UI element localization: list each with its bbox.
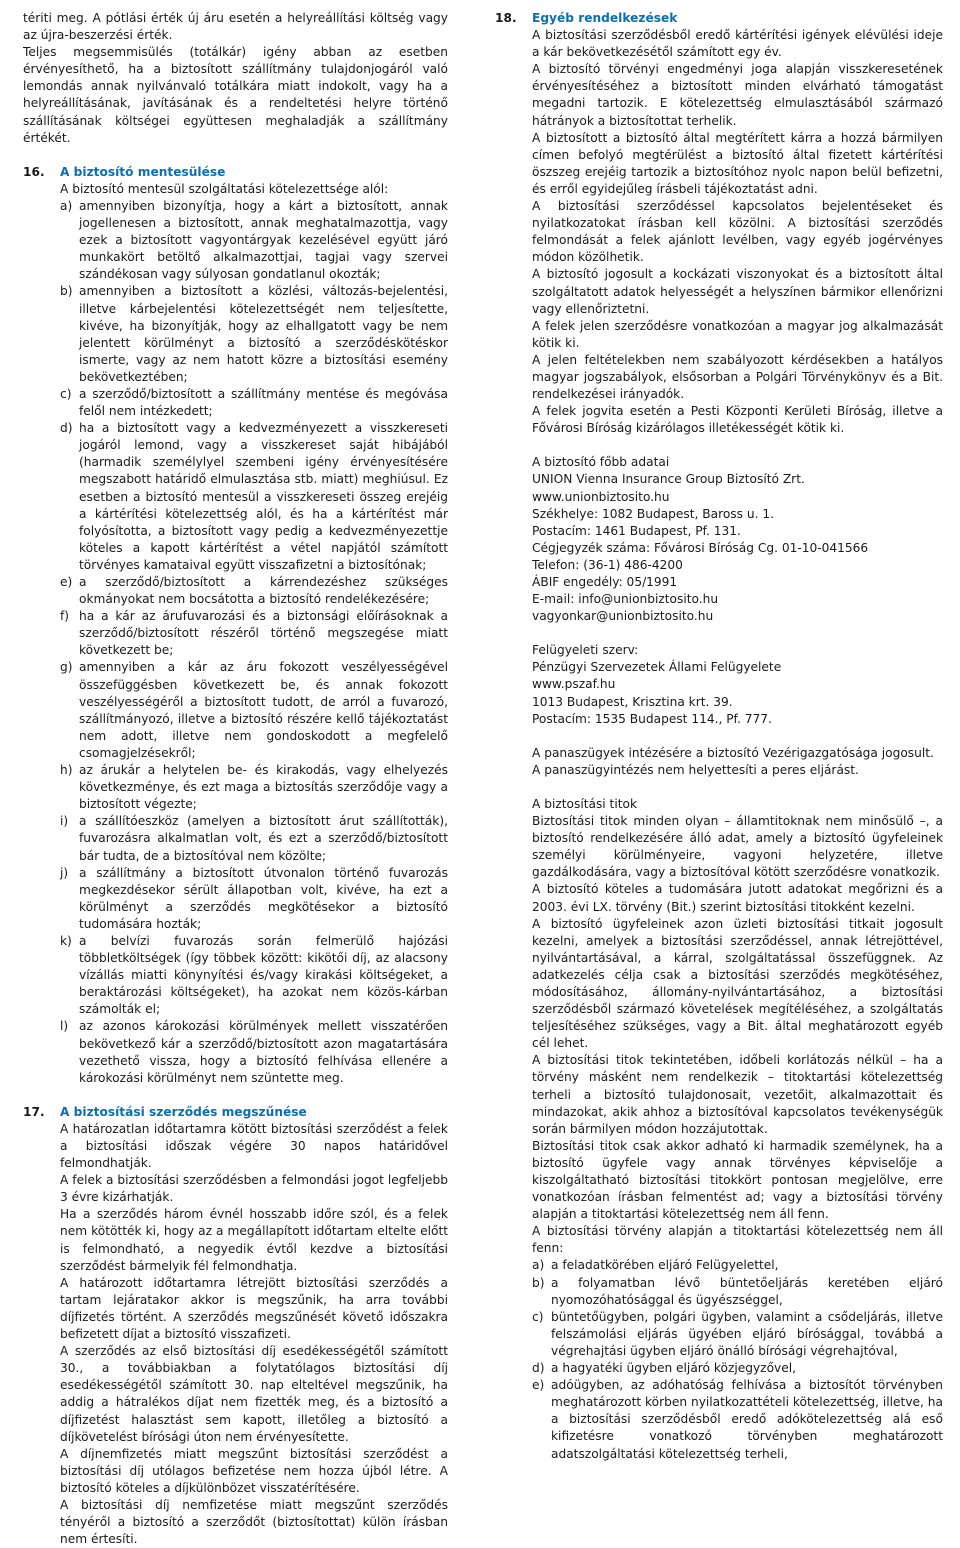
- company-info-heading: A biztosító főbb adatai: [532, 455, 670, 470]
- section-title: A biztosítási szerződés megszűnése: [60, 1104, 307, 1119]
- paragraph: A biztosító törvényi engedményi joga alapján visszkeresetének érvényesítéséhez a biztosított minden elvárható támogatást megadni tartozik. E kötelezettség elmulasztásából származó hátrányok a biztosítottat terhelik.: [532, 62, 943, 128]
- list-item: j) a szállítmány a biztosított útvonalon történő fuvarozás megkezdésekor sérült állapotban volt, kivéve, ha ezt a körülményt a szerződés megkötésekor a biztosító tudomására hozták;: [60, 865, 448, 931]
- list-item: d) a hagyatéki ügyben eljáró közjegyzővel,: [532, 1361, 796, 1376]
- paragraph: A díjnemfizetés miatt megszűnt biztosítási szerződést a biztosítási díj utólagos befizetése nem hozza újból létre. A biztosító köteles a díjkülönbözet visszatérítésére.: [60, 1446, 448, 1495]
- company-info: [495, 454, 943, 625]
- company-phone: Telefon: (36-1) 486-4200: [532, 557, 683, 572]
- list-item: k) a belvízi fuvarozás során felmerülő hajózási többletköltségek (így többek között: kikötői díj, az alacsony vízállás miatti könynyítési és/vagy kirakási költségeket, a beraktározási költségeket), ha azokat nem közös-kárban számolták el;: [60, 933, 448, 1017]
- intro-paragraph-1: tériti meg. A pótlási érték új áru esetén a helyreállítási költség vagy az újra-beszerzési érték.: [23, 11, 448, 43]
- list-item: h) az árukár a helytelen be- és kirakodás, vagy elhelyezés következménye, és ezt maga a biztosítás szerződője vagy a biztosított végezte;: [60, 763, 448, 812]
- section-16-intro: A biztosító mentesül szolgáltatási kötelezettsége alól:: [60, 181, 389, 196]
- list-item: i) a szállítóeszköz (amelyen a biztosított árut szállították), fuvarozásra alkalmatlan volt, és ezt a szerződő/biztosított bár tudta, de a biztosítóval nem közölte;: [60, 814, 448, 863]
- section-title: Egyéb rendelkezések: [532, 11, 678, 25]
- supervisor-name: Pénzügyi Szervezetek Állami Felügyelete: [532, 660, 782, 675]
- list-item: b) a folyamatban lévő büntetőeljárás keretében eljáró nyomozóhatósággal és ügyészséggel,: [532, 1275, 943, 1307]
- paragraph: A biztosító ügyfeleinek azon üzleti biztosítási titkait jogosult kezelni, amelyek a biztosítási szerződéssel, annak létrejöttével, nyilvántartásával, a kárral, szolgáltatással összefüggnek. Az adatkezelés célja csak a biztosítási szerződés megkötéséhez, módosításához, állomány-nyilvántartásához, a biztosítási szerződésből származó követelések megítéléséhez, a szolgáltatás teljesítéséhez szükséges, vagy a Bit. által meghatározott egyéb cél lehet.: [532, 916, 943, 1051]
- list-item: c) büntetőügyben, polgári ügyben, valamint a csődeljárás, illetve felszámolási eljárás ügyében eljáró bírósággal, továbbá a végrehajtási ügyben eljáró önálló bírósági végrehajtóval,: [532, 1309, 943, 1358]
- paragraph: A felek jelen szerződésre vonatkozóan a magyar jog alkalmazását kötik ki.: [532, 318, 943, 350]
- supervisor-postal: Postacím: 1535 Budapest 114., Pf. 777.: [532, 711, 772, 726]
- supervisor-address: 1013 Budapest, Krisztina krt. 39.: [532, 694, 733, 709]
- list-item: a) amennyiben bizonyítja, hogy a kárt a biztosított, annak jogellenesen a biztosított, annak meghatalmazottja, vagy ezek a biztosított vagyontárgyak kezelésével együtt járó munkakört betöltő alkalmazottjai, tagjai vagy szervei szándékosan vagy súlyosan gondatlanul okozták;: [60, 198, 448, 282]
- section-number: 16.: [23, 164, 45, 179]
- company-license: ÁBIF engedély: 05/1991: [532, 575, 678, 589]
- paragraph: A biztosító jogosult a kockázati viszonyokat és a biztosított által szolgáltatott adatok helyességét a helyszínen bármikor ellenőrizni vagy ellenőriztetni.: [532, 267, 943, 316]
- paragraph: Biztosítási titok csak akkor adható ki harmadik személynek, ha a biztosító ügyfele vagy annak törvényes képviselője a kiszolgáltatható biztosítási titokkört pontosan megjelölve, erre vonatkozóan írásban felmentést ad; vagy a biztosítási törvény alapján a titoktartási kötelezettség nem áll fenn.: [532, 1138, 943, 1222]
- list-item: e) adóügyben, az adóhatóság felhívása a biztosítót törvényben meghatározott körben nyilatkozattételi kötelezettség, illetve, ha a biztosítási szerződésből eredő adókötelezettség alá eső kifizetésre vonatkozó törvényben meghatározott adatszolgáltatási kötelezettség terheli,: [532, 1378, 943, 1461]
- paragraph: Biztosítási titok minden olyan – államtitoknak nem minősülő –, a biztosító rendelkezésére álló adat, amely a biztosító ügyfeleinek személyi körülményeire, vagyoni helyzetére, illetve gazdálkodására, vagy a biztosítóval kötött szerződésre vonatkozik.: [532, 814, 943, 880]
- list-item: e) a szerződő/biztosított a kárrendezéshez szükséges okmányokat nem bocsátotta a biztosító rendelékezésére;: [60, 575, 448, 607]
- section-18-heading: [495, 10, 943, 27]
- section-title: A biztosító mentesülése: [60, 164, 226, 179]
- complaint-line: A panaszügyek intézésére a biztosító Vezérigazgatósága jogosult.: [532, 745, 934, 760]
- section-16-heading: [23, 164, 448, 181]
- list-item: l) az azonos károkozási körülmények mellett visszatérően bekövetkező kár a szerződő/biztosított azon magatartására vezethető vissza, hogy a biztosító felhívása ellenére a károkozási körülményt nem szüntette meg.: [60, 1019, 448, 1085]
- paragraph: A felek a biztosítási szerződésben a felmondási jogot legfeljebb 3 évre kizárhatják.: [60, 1173, 448, 1205]
- supervisor-heading: Felügyeleti szerv:: [532, 643, 639, 658]
- paragraph: A biztosítási törvény alapján a titoktartási kötelezettség nem áll fenn:: [532, 1224, 943, 1256]
- section-18: [495, 10, 943, 1463]
- paragraph: A biztosítási szerződéssel kapcsolatos bejelentéseket és nyilatkozatokat írásban kell közölni. A biztosítási szerződés felmondását a felek ajánlott levélben, vagy egyéb jogérvényes módon közölhetik.: [532, 199, 943, 265]
- secrets-heading: A biztosítási titok: [532, 796, 638, 811]
- section-17: [23, 1104, 448, 1548]
- company-postal: Postacím: 1461 Budapest, Pf. 131.: [532, 523, 741, 538]
- paragraph: Ha a szerződés három évnél hosszabb időre szól, és a felek nem kötötték ki, hogy az a megállapított időtartam eltelte előtt is felmondható, a negyedik évtől kezdve a biztosítási szerződést bármelyik fél felmondhatja.: [60, 1207, 448, 1273]
- paragraph: A jelen feltételekben nem szabályozott kérdésekben a hatályos magyar jogszabályok, elsősorban a Polgári Törvénykönyv és a Bit. rendelkezései irányadók.: [532, 352, 943, 402]
- paragraph: A határozott időtartamra létrejött biztosítási szerződés a tartam lejáratakor akkor is megszűnik, ha arra további díjfizetés történt. A szerződés megszűnését követő időszakra befizetett díjat a biztosító visszafizeti.: [60, 1275, 448, 1342]
- paragraph: A felek jogvita esetén a Pesti Központi Kerületi Bíróság, illetve a Fővárosi Bíróság kizárólagos illetékességét kötik ki.: [532, 404, 943, 436]
- section-17-heading: [23, 1104, 448, 1121]
- supervisor-website: www.pszaf.hu: [532, 677, 616, 692]
- list-item: b) amennyiben a biztosított a közlési, változás-bejelentési, illetve kárbejelentési kötelezettségét nem teljesítette, kivéve, ha bizonyítják, hogy az elhallgatott vagy be nem jelentett körülményt a biztosító a szerződéskötéskor ismerte, vagy az nem hatott közre a biztosítási esemény bekövetkeztében;: [60, 284, 448, 384]
- paragraph: A biztosítási díj nemfizetése miatt megszűnt szerződés tényéről a biztosító a szerződőt (biztosítottat) külön írásban nem értesíti.: [60, 1497, 448, 1547]
- intro-paragraph-2: Teljes megsemmisülés (totálkár) igény abban az esetben érvényesíthető, ha a biztosított szállítmány tulajdonjogáról való lemondás annak nyilvánvaló totálkára miatt indokolt, vagy ha a helyreállításának, javításának és a rendeltetési helyre történő szállításának költségei együttesen meghaladják a szállítmány értékét.: [23, 45, 448, 145]
- company-email-2: vagyonkar@unionbiztosito.hu: [532, 609, 714, 624]
- supervisor-info: [495, 642, 943, 727]
- complaint-info: [495, 745, 943, 779]
- list-item: d) ha a biztosított vagy a kedvezményezett a visszkereseti jogáról lemond, vagy a visszkereset saját hibájából (harmadik személylyel szembeni igény érvényesítésére megszabott határidő elmulasztása stb. miatt) meghiúsul. Ez esetben a biztosító mentesül a visszkereseti összeg erejéig a kártérítési kötelezettség alól, és ha a kártérítést már folyósította, a biztosított vagy pedig a kedvezményezettje köteles a kapott kártérítést a vétel napjától számított törvényes kamataival együtt visszafizetni a biztosítónak;: [60, 421, 448, 572]
- list-item: a) a feladatkörében eljáró Felügyelettel,: [532, 1258, 779, 1273]
- left-column: [23, 10, 448, 1548]
- company-website: www.unionbiztosito.hu: [532, 489, 670, 504]
- paragraph: A szerződés az első biztosítási díj esedékességétől számított 30., a továbbiakban a folytatólagos biztosítási díj esedékességétől számított 30. nap elteltével megszűnik, ha addig a hátralékos díjat nem fizették meg, és a biztosító a díjfizetést halasztást sem kapott, illetőleg a biztosító a díjkövetelést bírósági úton nem érvényesítette.: [60, 1344, 448, 1444]
- company-email: E-mail: info@unionbiztosito.hu: [532, 592, 719, 607]
- right-column: [495, 10, 943, 1463]
- paragraph: A biztosító köteles a tudomására jutott adatokat megőrizni és a 2003. évi LX. törvény (Bit.) szerint biztosítási titokként kezelni.: [532, 882, 943, 914]
- list-item: g) amennyiben a kár az áru fokozott veszélyességével összefüggésben következett be, és annak fokozott veszélyességéről a biztosított tudott, de arról a fuvarozó, szállítmányozó, illetve a biztosító részére kellő tájékoztatást nem adott, illetve nem gondoskodott a megfelelő csomagjelzésekről;: [60, 660, 448, 760]
- list-item: c) a szerződő/biztosított a szállítmány mentése és megóvása felől nem intézkedett;: [60, 386, 448, 419]
- complaint-line: A panaszügyintézés nem helyettesíti a peres eljárást.: [532, 762, 859, 777]
- paragraph: A biztosítási szerződésből eredő kártérítési igények elévülési ideje a kár bekövetkezésétől számított egy év.: [532, 28, 943, 60]
- paragraph: A biztosított a biztosító által megtérített kárra a hozzá bármilyen címen befolyó megtérülést a biztosító által fizetett kártérítési öszszeg erejéig tartozik a biztosítóhoz nyolc napon belül befizetni, és erről egyidejűleg írásbeli tájékoztatást adni.: [532, 130, 943, 196]
- paragraph: A biztosítási titok tekintetében, időbeli korlátozás nélkül – ha a törvény másként nem rendelkezik – titoktartási kötelezettség terheli a biztosító tulajdonosait, vezetőit, alkalmazottait és mindazokat, akik ahhoz a biztosítóval kapcsolatos tevékenységük során bármilyen módon hozzájutottak.: [532, 1053, 943, 1136]
- company-registry: Cégjegyzék száma: Fővárosi Bíróság Cg. 01-10-041566: [532, 540, 869, 555]
- section-16: [23, 164, 448, 1087]
- section-number: 17.: [23, 1104, 45, 1119]
- section-number: 18.: [495, 11, 517, 25]
- company-seat: Székhelye: 1082 Budapest, Baross u. 1.: [532, 506, 774, 521]
- paragraph: A határozatlan időtartamra kötött biztosítási szerződést a felek a biztosítási időszak végére 30 napos határidővel felmondhatják.: [60, 1121, 448, 1171]
- list-item: f) ha a kár az árufuvarozási és a biztonsági előírásoknak a szerződő/biztosított részéről történő megszegése miatt következett be;: [60, 609, 448, 658]
- company-name: UNION Vienna Insurance Group Biztosító Zrt.: [532, 472, 805, 487]
